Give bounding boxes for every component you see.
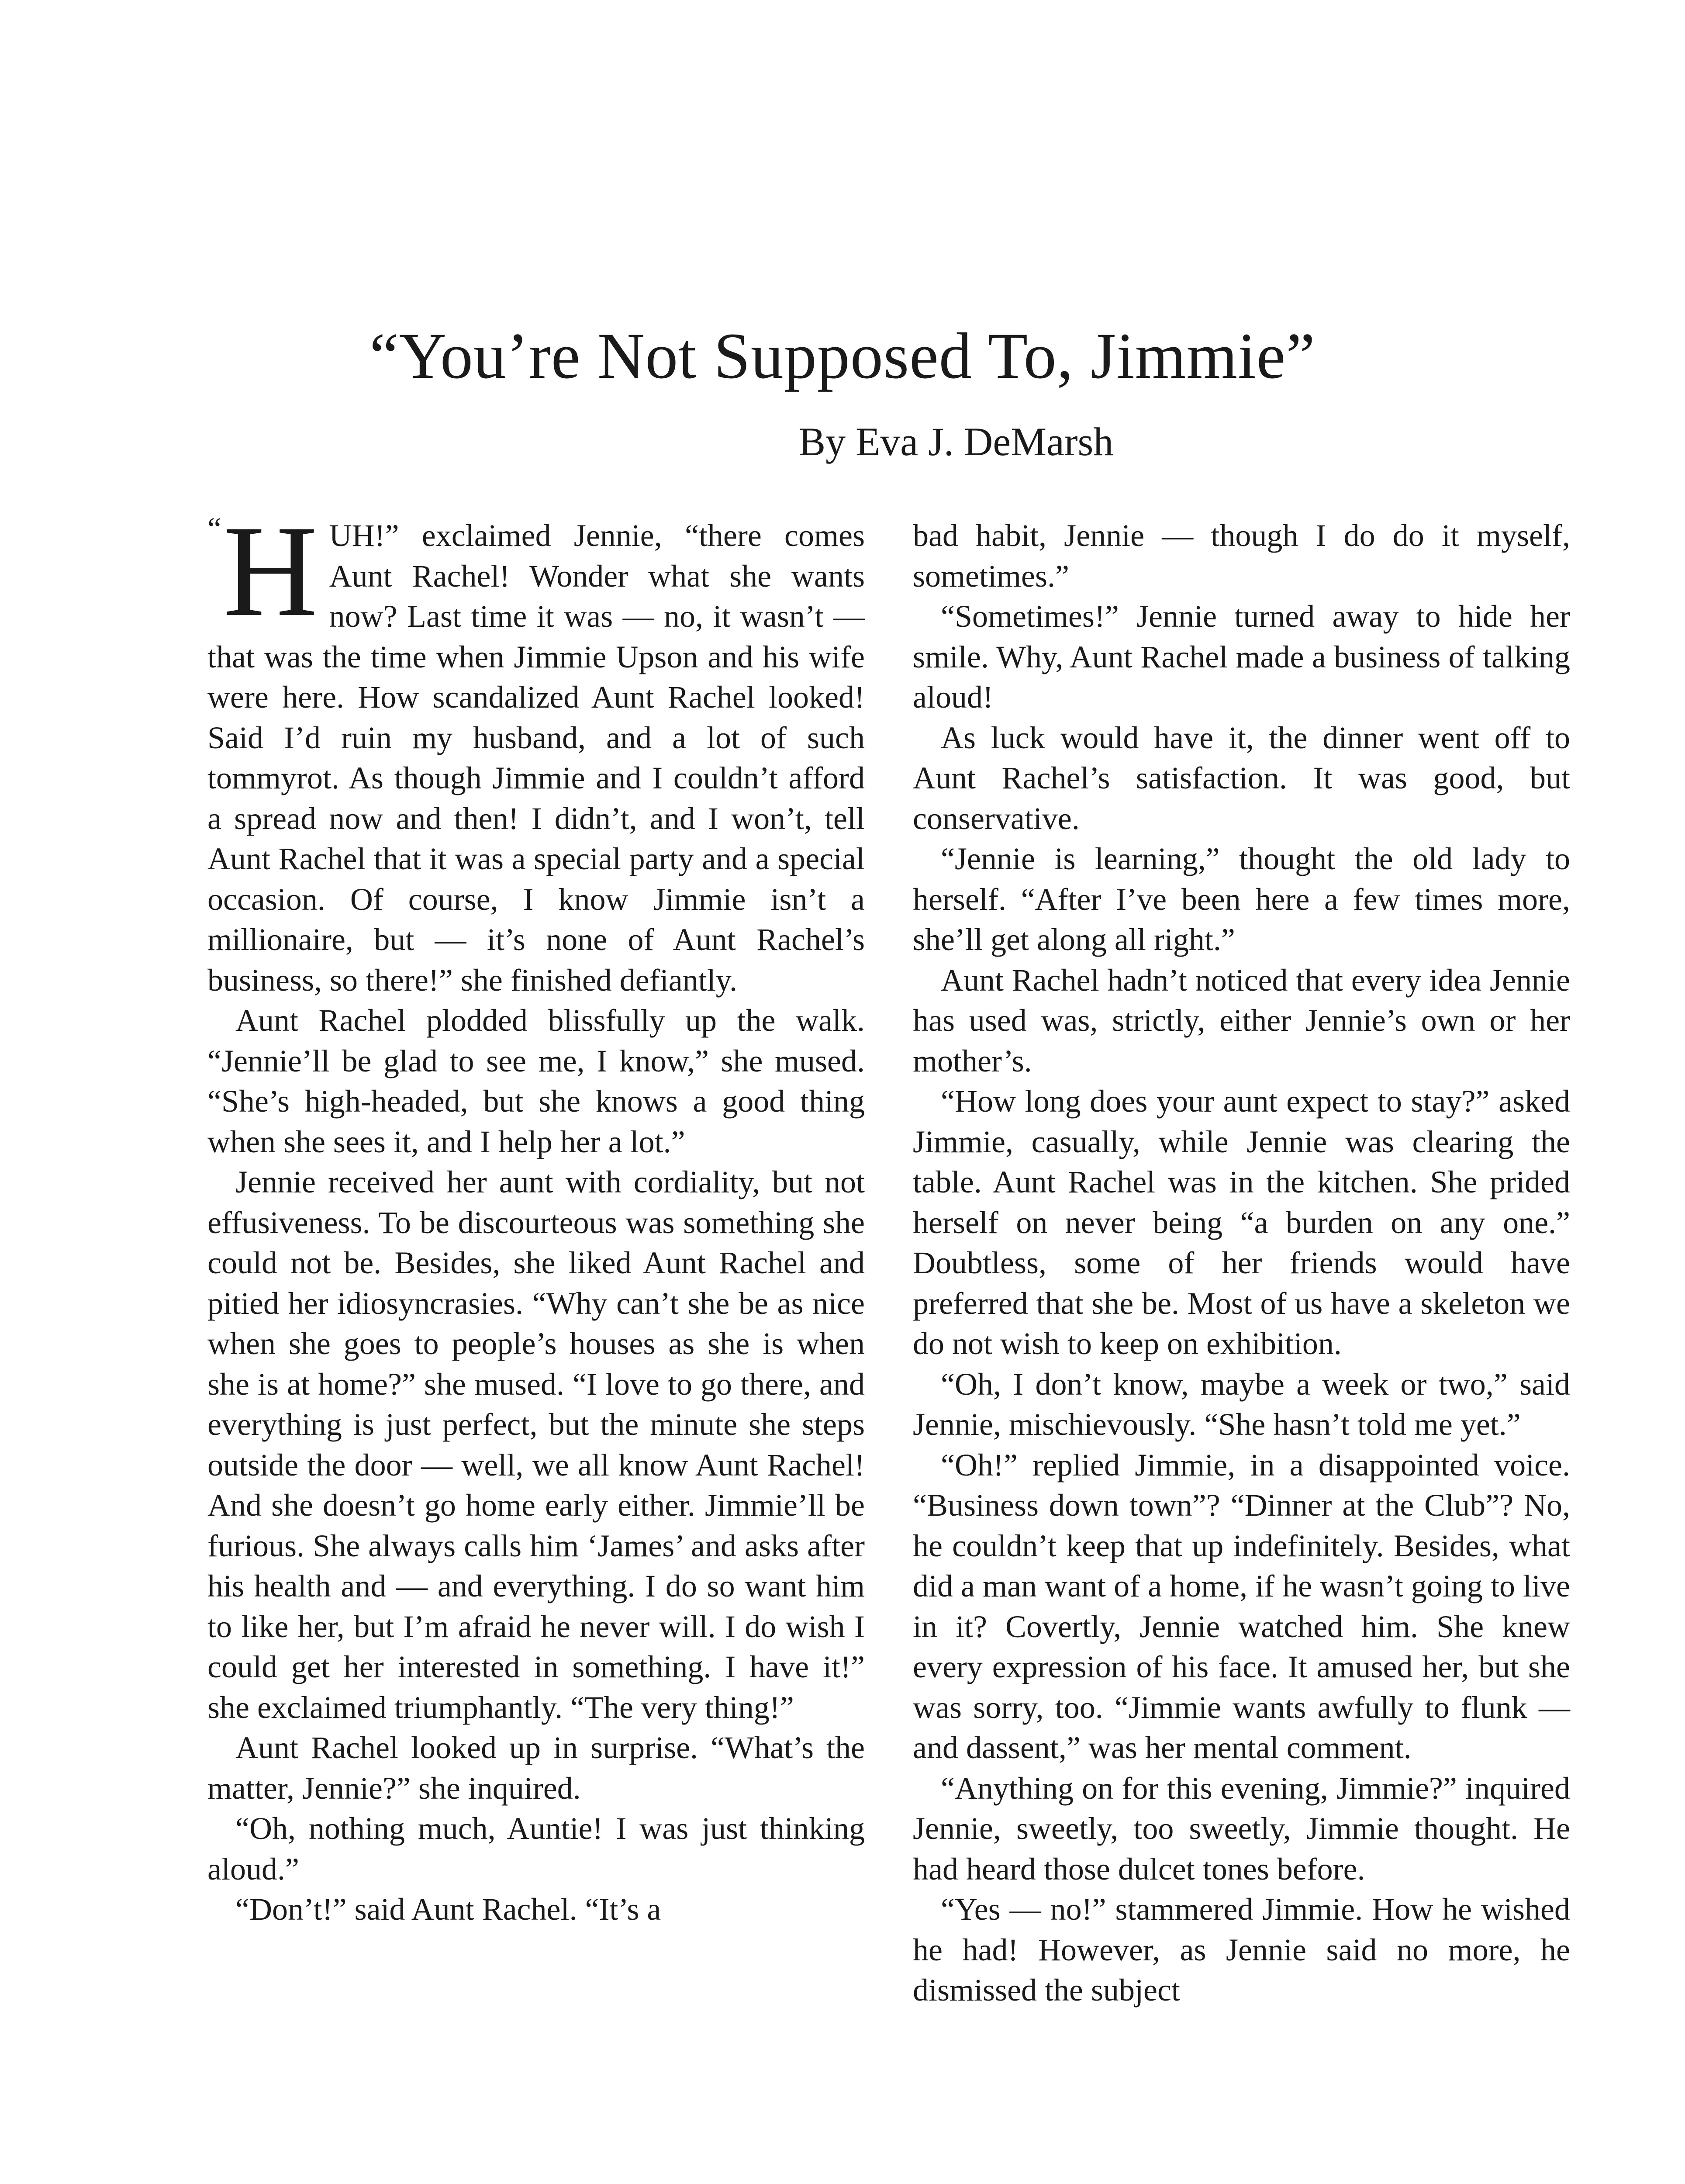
paragraph: “Anything on for this evening, Jimmie?” inquired Jennie, sweetly, too sweetly, Jimmie thought. He had heard those dulcet tones before.	[913, 1770, 1570, 1887]
paragraph: “Jennie is learning,” thought the old lady to herself. “After I’ve been here a few times more, she’ll get along all right.”	[913, 841, 1570, 957]
paragraph: Aunt Rachel plodded blissfully up the walk. “Jennie’ll be glad to see me, I know,” she mused. “She’s high-headed, but she knows a good thing when she sees it, and I help her a lot.”	[207, 1003, 865, 1159]
drop-cap-letter: H	[223, 498, 318, 643]
opening-paragraph	[207, 498, 865, 1000]
paragraph: “Don’t!” said Aunt Rachel. “It’s a	[235, 1892, 661, 1927]
article-title: “You’re Not Supposed To, Jimmie”	[369, 320, 1316, 392]
opening-paragraph-text: UH!” exclaimed Jennie, “there comes Aunt Rachel! Wonder what she wants now? Last time it was — no, it wasn’t — that was the time when Jimmie Upson and his wife were here. How scandalized Aunt Rachel looked! Said I’d ruin my husband, and a lot of such tommyrot. As though Jimmie and I couldn’t afford a spread now and then! I didn’t, and I won’t, tell Aunt Rachel that it was a special party and a special occasion. Of course, I know Jimmie isn’t a millionaire, but — it’s none of Aunt Rachel’s business, so there!” she finished defiantly.	[207, 518, 865, 998]
opening-quote-mark: “	[207, 511, 221, 546]
paragraph: “Yes — no!” stammered Jimmie. How he wished he had! However, as Jennie said no more, he dismissed the subject	[913, 1892, 1570, 2008]
paragraph: Aunt Rachel hadn’t noticed that every idea Jennie has used was, strictly, either Jennie’s own or her mother’s.	[913, 962, 1570, 1078]
paragraph: “Oh, nothing much, Auntie! I was just thinking aloud.”	[207, 1811, 865, 1887]
right-column	[913, 515, 1570, 2011]
paragraph: “Sometimes!” Jennie turned away to hide her smile. Why, Aunt Rachel made a business of talking aloud!	[913, 599, 1570, 715]
paragraph: As luck would have it, the dinner went off to Aunt Rachel’s satisfaction. It was good, but conservative.	[913, 720, 1570, 836]
left-column	[207, 498, 865, 1930]
paragraph: “How long does your aunt expect to stay?” asked Jimmie, casually, while Jennie was clearing the table. Aunt Rachel was in the kitchen. She prided herself on never being “a burden on any one.” Doubtless, some of her friends would have preferred that she be. Most of us have a skeleton we do not wish to keep on exhibition.	[913, 1084, 1570, 1361]
paragraph: “Oh!” replied Jimmie, in a disappointed voice. “Business down town”? “Dinner at the Club”? No, he couldn’t keep that up indefinitely. Besides, what did a man want of a home, if he wasn’t going to live in it? Covertly, Jennie watched him. She knew every expression of his face. It amused her, but she was sorry, too. “Jimmie wants awfully to flunk — and dassent,” was her mental comment.	[913, 1447, 1570, 1765]
paragraph: “Oh, I don’t know, maybe a week or two,” said Jennie, mischievously. “She hasn’t told me yet.”	[913, 1366, 1570, 1442]
continued-paragraph: bad habit, Jennie — though I do do it myself, sometimes.”	[913, 518, 1570, 594]
article-byline: By Eva J. DeMarsh	[798, 419, 1114, 464]
paragraph: Aunt Rachel looked up in surprise. “What’s the matter, Jennie?” she inquired.	[207, 1730, 865, 1806]
paragraph: Jennie received her aunt with cordiality, but not effusiveness. To be discourteous was something she could not be. Besides, she liked Aunt Rachel and pitied her idiosyncrasies. “Why can’t she be as nice when she goes to people’s houses as she is when she is at home?” she mused. “I love to go there, and everything is just perfect, but the minute she steps outside the door — well, we all know Aunt Rachel! And she doesn’t go home early either. Jimmie’ll be furious. She always calls him ‘James’ and asks after his health and — and everything. I do so want him to like her, but I’m afraid he never will. I do wish I could get her interested in something. I have it!” she exclaimed triumphantly. “The very thing!”	[207, 1165, 865, 1725]
